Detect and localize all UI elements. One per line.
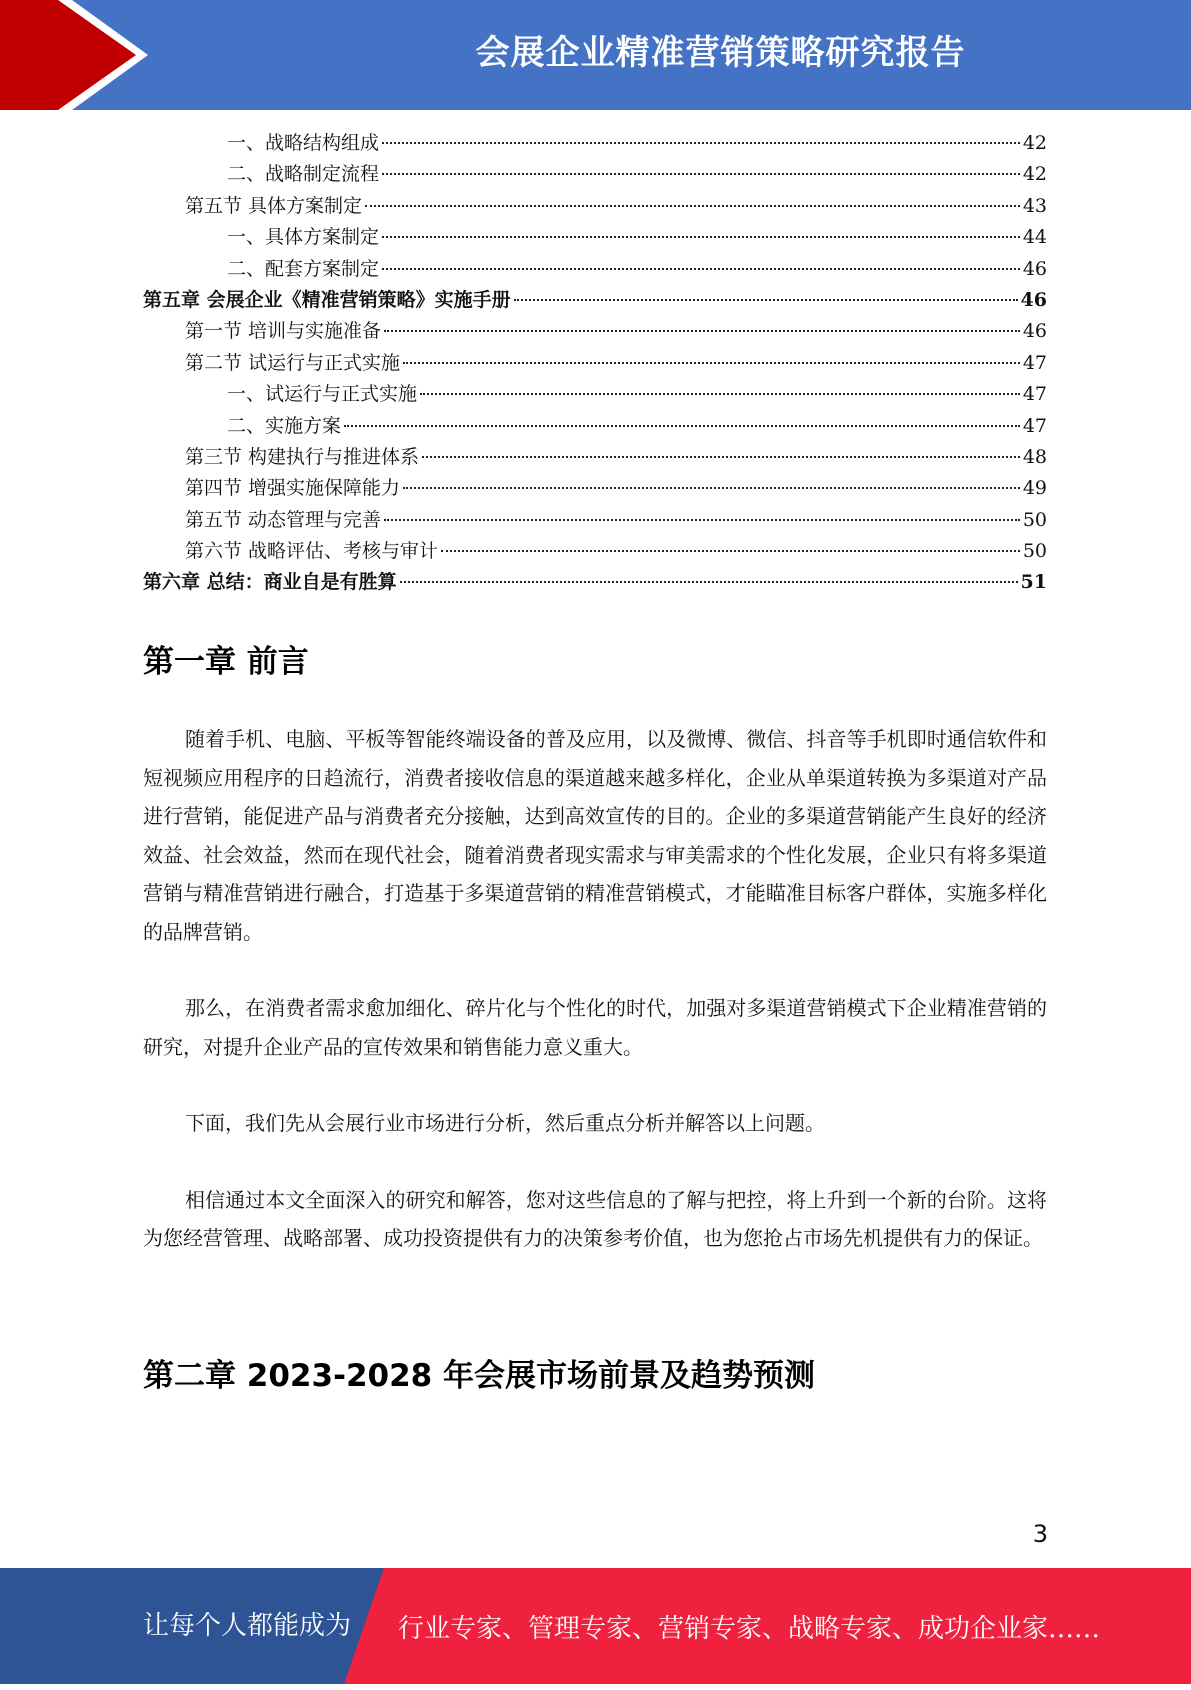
toc-entry-page: 43 xyxy=(1022,194,1047,217)
toc-entry[interactable] xyxy=(143,567,1047,598)
toc-entry-page: 42 xyxy=(1022,163,1047,186)
toc-entry-page: 47 xyxy=(1022,414,1047,437)
toc-dot-leader xyxy=(403,362,1020,364)
toc-entry-page: 50 xyxy=(1022,540,1047,563)
footer-slogan-left: 让每个人都能成为 xyxy=(143,1611,352,1641)
toc-entry[interactable] xyxy=(143,159,1047,190)
toc-entry-label: 第五节 动态管理与完善 xyxy=(185,508,382,531)
toc-entry-label: 第五节 具体方案制定 xyxy=(185,194,363,217)
toc-entry[interactable] xyxy=(143,222,1047,253)
toc-dot-leader xyxy=(382,268,1020,270)
toc-entry-page: 50 xyxy=(1022,508,1047,531)
toc-dot-leader xyxy=(384,330,1020,332)
toc-entry[interactable] xyxy=(143,473,1047,504)
toc-dot-leader xyxy=(514,299,1018,301)
toc-entry-page: 46 xyxy=(1020,288,1047,311)
toc-entry[interactable] xyxy=(143,411,1047,442)
paragraph: 相信通过本文全面深入的研究和解答，您对这些信息的了解与把控，将上升到一个新的台阶。这将为您经营管理、战略部署、成功投资提供有力的决策参考价值，也为您抢占市场先机提供有力的保证。 xyxy=(143,1187,1047,1250)
toc-entry-page: 42 xyxy=(1022,132,1047,154)
toc-dot-leader xyxy=(441,550,1020,552)
footer-banner xyxy=(0,1568,1191,1684)
paragraph: 那么，在消费者需求愈加细化、碎片化与个性化的时代，加强对多渠道营销模式下企业精准营销的研究，对提升企业产品的宣传效果和销售能力意义重大。 xyxy=(143,996,1047,1059)
toc-dot-leader xyxy=(365,205,1020,207)
toc-dot-leader xyxy=(422,456,1020,458)
toc-entry-page: 51 xyxy=(1020,571,1047,594)
toc-dot-leader xyxy=(344,425,1020,427)
toc-entry-label: 一、战略结构组成 xyxy=(227,132,380,154)
toc-dot-leader xyxy=(382,142,1020,144)
toc-entry[interactable] xyxy=(143,379,1047,410)
page-number: 3 xyxy=(1032,1520,1048,1548)
toc-entry-label: 第四节 增强实施保障能力 xyxy=(185,477,401,500)
toc-dot-leader xyxy=(382,236,1020,238)
toc-dot-leader xyxy=(382,173,1020,175)
toc-entry-page: 47 xyxy=(1022,383,1047,406)
toc-entry[interactable] xyxy=(143,348,1047,379)
toc-entry-label: 第一节 培训与实施准备 xyxy=(185,320,382,343)
toc-entry-label: 一、试运行与正式实施 xyxy=(227,383,418,406)
paragraph: 下面，我们先从会展行业市场进行分析，然后重点分析并解答以上问题。 xyxy=(185,1111,825,1135)
report-title: 会展企业精准营销策略研究报告 xyxy=(475,33,966,73)
toc-entry[interactable] xyxy=(143,505,1047,536)
toc-entry-label: 第五章 会展企业《精准营销策略》实施手册 xyxy=(143,288,511,311)
toc-dot-leader xyxy=(400,581,1018,583)
toc-dot-leader xyxy=(420,393,1020,395)
toc-entry[interactable] xyxy=(143,128,1047,159)
toc-entry-label: 第二节 试运行与正式实施 xyxy=(185,351,401,374)
toc-entry-label: 一、具体方案制定 xyxy=(227,226,380,249)
toc-entry-label: 第三节 构建执行与推进体系 xyxy=(185,445,420,468)
header-chevron-red xyxy=(0,0,136,110)
toc-entry-page: 49 xyxy=(1022,477,1047,500)
toc-entry[interactable] xyxy=(143,254,1047,285)
toc-entry[interactable] xyxy=(143,536,1047,567)
chapter-1-body xyxy=(143,720,1047,1258)
table-of-contents xyxy=(143,128,1047,599)
toc-entry[interactable] xyxy=(143,191,1047,222)
footer-slogan-right: 行业专家、管理专家、营销专家、战略专家、成功企业家…… xyxy=(398,1614,1101,1644)
header-banner xyxy=(0,0,1191,110)
toc-entry-label: 二、配套方案制定 xyxy=(227,257,380,280)
toc-entry[interactable] xyxy=(143,316,1047,347)
toc-entry[interactable] xyxy=(143,442,1047,473)
toc-dot-leader xyxy=(384,519,1020,521)
toc-entry-label: 第六节 战略评估、考核与审计 xyxy=(185,540,439,563)
toc-entry-label: 第六章 总结：商业自是有胜算 xyxy=(143,571,397,594)
paragraph: 随着手机、电脑、平板等智能终端设备的普及应用，以及微博、微信、抖音等手机即时通信软件和短视频应用程序的日趋流行，消费者接收信息的渠道越来越多样化，企业从单渠道转换为多渠道对产品进行营销，能促进产品与消费者充分接触，达到高效宣传的目的。企业的多渠道营销能产生良好的经济效益、社会效益，然而在现代社会，随着消费者现实需求与审美需求的个性化发展，企业只有将多渠道营销与精准营销进行融合，打造基于多渠道营销的精准营销模式，才能瞄准目标客户群体，实施多样化的品牌营销。 xyxy=(143,727,1047,944)
toc-entry-page: 46 xyxy=(1022,320,1047,343)
toc-entry-page: 47 xyxy=(1022,351,1047,374)
chapter-2-heading: 第二章 2023-2028 年会展市场前景及趋势预测 xyxy=(143,1358,816,1394)
chapter-1-heading: 第一章 前言 xyxy=(143,644,309,680)
toc-dot-leader xyxy=(403,487,1020,489)
toc-entry-label: 二、战略制定流程 xyxy=(227,163,380,186)
toc-entry-page: 44 xyxy=(1022,226,1047,249)
toc-entry-page: 48 xyxy=(1022,445,1047,468)
toc-entry[interactable] xyxy=(143,285,1047,316)
toc-entry-label: 二、实施方案 xyxy=(227,414,342,437)
toc-entry-page: 46 xyxy=(1022,257,1047,280)
